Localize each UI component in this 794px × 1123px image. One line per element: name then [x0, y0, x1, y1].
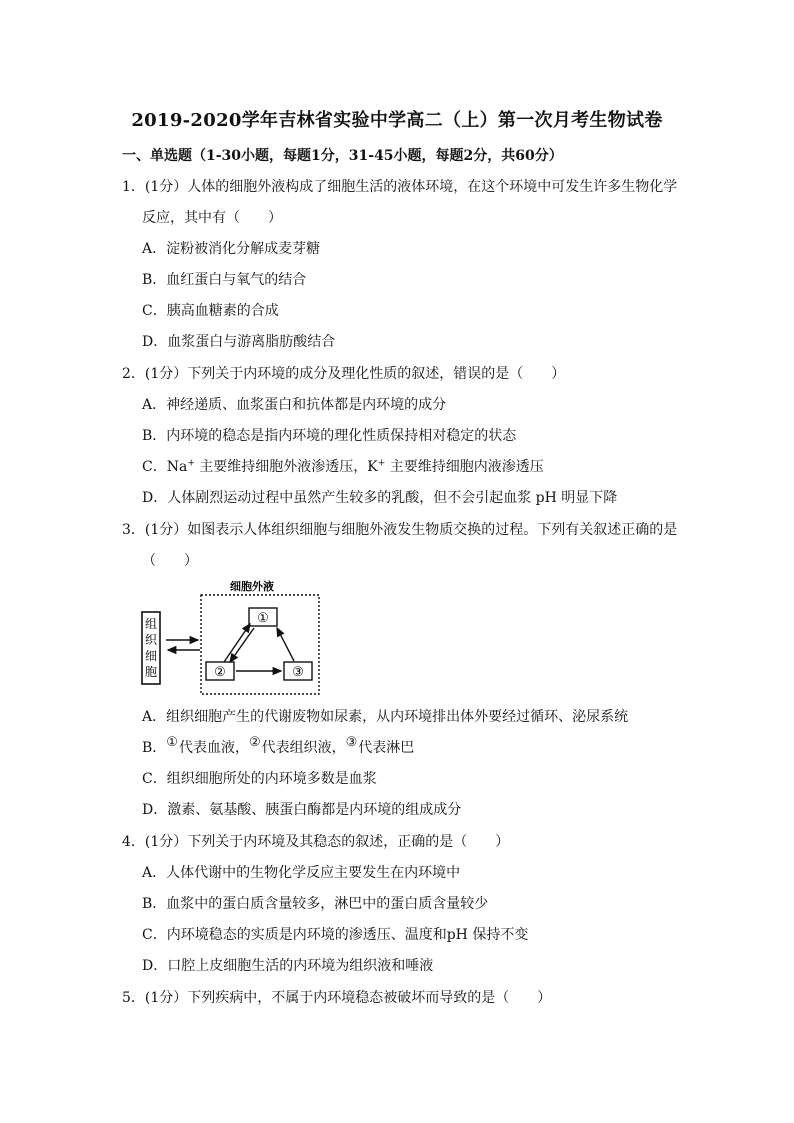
page-title: 2019-2020学年吉林省实验中学高二（上）第一次月考生物试卷	[131, 110, 663, 131]
q2c-part3: 主要维持细胞内液渗透压	[385, 459, 544, 475]
extracellular-fluid-label: 细胞外液	[230, 580, 274, 593]
q2c-part2: 主要维持细胞外液渗透压，K	[194, 459, 378, 475]
tissue-cell-label-4: 胞	[144, 665, 158, 679]
node-2-label: ②	[214, 665, 226, 680]
question-1-option-a: A．淀粉被消化分解成麦芽糖	[142, 241, 321, 257]
question-3-option-a: A．组织细胞产生的代谢废物如尿素，从内环境排出体外要经过循环、泌尿系统	[142, 709, 629, 725]
question-1-option-b: B．血红蛋白与氧气的结合	[142, 272, 307, 288]
q3b-text-2: 代表组织液，	[261, 740, 346, 756]
question-3-stem-cont: （ ）	[142, 553, 198, 569]
tissue-cell-label-1: 组	[144, 617, 158, 631]
q3b-circle-3: ③	[345, 735, 358, 750]
q3b-text-3: 代表淋巴	[358, 740, 415, 756]
question-3-stem: 3．(1分）如图表示人体组织细胞与细胞外液发生物质交换的过程。下列有关叙述正确的是	[122, 522, 678, 538]
question-2-option-b: B．内环境的稳态是指内环境的理化性质保持相对稳定的状态	[142, 428, 517, 444]
arrow-3-to-1	[277, 628, 294, 661]
question-4-option-d: D．口腔上皮细胞生活的内环境为组织液和唾液	[142, 958, 434, 974]
question-2-option-d: D．人体剧烈运动过程中虽然产生较多的乳酸，但不会引起血浆 pH 明显下降	[142, 490, 618, 506]
question-4-option-a: A．人体代谢中的生物化学反应主要发生在内环境中	[142, 865, 461, 881]
arrow-2-to-1	[224, 624, 250, 662]
q3b-text-1: 代表血液，	[178, 740, 249, 756]
node-1-label: ①	[257, 611, 269, 626]
q2c-sup1: +	[187, 458, 195, 469]
exchange-diagram	[140, 578, 325, 696]
tissue-cell-label-2: 织	[144, 633, 158, 647]
arrow-1-to-2	[230, 628, 254, 662]
question-4-option-c: C．内环境稳态的实质是内环境的渗透压、温度和pH 保持不变	[142, 927, 529, 943]
question-2-stem: 2．(1分）下列关于内环境的成分及理化性质的叙述，错误的是（ ）	[122, 366, 566, 382]
question-2-option-a: A．神经递质、血浆蛋白和抗体都是内环境的成分	[142, 397, 447, 413]
q2c-part1: C．Na	[142, 459, 188, 475]
node-3-label: ③	[292, 665, 304, 680]
tissue-cell-label-3: 细	[144, 649, 158, 663]
question-4-option-b: B．血浆中的蛋白质含量较多，淋巴中的蛋白质含量较少	[142, 896, 489, 912]
question-3-option-d: D．激素、氨基酸、胰蛋白酶都是内环境的组成成分	[142, 802, 462, 818]
question-2-option-c	[142, 456, 544, 476]
question-3-option-c: C．组织细胞所处的内环境多数是血浆	[142, 771, 377, 787]
q2c-sup2: +	[377, 458, 386, 469]
q3b-circle-2: ②	[248, 735, 261, 750]
section-heading: 一、单选题（1-30小题，每题1分，31-45小题，每题2分，共60分）	[122, 148, 563, 164]
question-1-stem: 1．(1分）人体的细胞外液构成了细胞生活的液体环境，在这个环境中可发生许多生物化学	[122, 179, 678, 195]
q3b-prefix: B．	[142, 740, 167, 756]
q3b-circle-1: ①	[166, 735, 178, 750]
question-1-stem-cont: 反应，其中有（ ）	[142, 210, 282, 226]
question-5-stem: 5．(1分）下列疾病中，不属于内环境稳态被破坏而导致的是（ ）	[122, 990, 552, 1006]
question-1-option-c: C．胰高血糖素的合成	[142, 303, 279, 319]
question-3-option-b	[142, 737, 414, 757]
question-1-option-d: D．血浆蛋白与游离脂肪酸结合	[142, 334, 336, 350]
question-4-stem: 4．(1分）下列关于内环境及其稳态的叙述，正确的是（ ）	[122, 834, 510, 850]
